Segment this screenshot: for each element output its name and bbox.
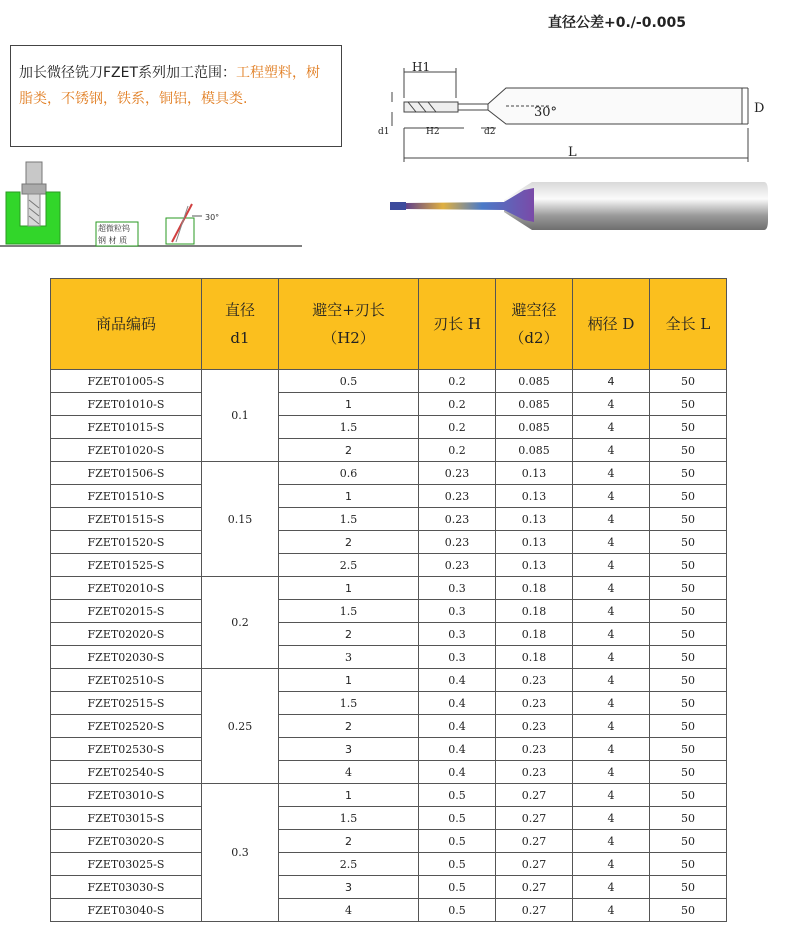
cell-D: 4	[573, 462, 650, 485]
cell-d2: 0.18	[496, 646, 573, 669]
table-row	[51, 830, 727, 853]
machining-process-illustration	[0, 158, 310, 254]
spec-table-body	[51, 370, 727, 922]
table-row	[51, 600, 727, 623]
diagram-label-d1: d1	[378, 127, 390, 137]
cell-d2: 0.085	[496, 393, 573, 416]
cell-L: 50	[650, 600, 727, 623]
cell-h2: 4	[279, 761, 419, 784]
machining-scope-box	[10, 45, 342, 147]
cell-d2: 0.085	[496, 370, 573, 393]
cell-code: FZET02010-S	[51, 577, 202, 600]
cell-d1: 0.3	[202, 784, 279, 922]
table-row	[51, 692, 727, 715]
diameter-tolerance: 直径公差+0./-0.005	[548, 15, 686, 31]
cell-h2: 1.5	[279, 416, 419, 439]
cell-code: FZET02030-S	[51, 646, 202, 669]
cell-h: 0.4	[419, 761, 496, 784]
diagram-label-d2: d2	[484, 127, 496, 137]
scope-materials: 工程塑料，树脂类，不锈钢，铁系，铜铝，模具类.	[19, 65, 321, 107]
cell-d2: 0.27	[496, 853, 573, 876]
cell-h: 0.3	[419, 623, 496, 646]
cell-d1: 0.1	[202, 370, 279, 462]
cell-D: 4	[573, 554, 650, 577]
table-row	[51, 761, 727, 784]
cell-L: 50	[650, 393, 727, 416]
cell-h: 0.3	[419, 646, 496, 669]
cell-L: 50	[650, 531, 727, 554]
table-row	[51, 370, 727, 393]
cell-h: 0.4	[419, 692, 496, 715]
cell-code: FZET01020-S	[51, 439, 202, 462]
cell-h: 0.4	[419, 715, 496, 738]
cell-h: 0.2	[419, 439, 496, 462]
cell-code: FZET01510-S	[51, 485, 202, 508]
cell-L: 50	[650, 784, 727, 807]
cell-d2: 0.23	[496, 692, 573, 715]
header-h2: 避空+刃长 （H2）	[279, 279, 419, 370]
cell-D: 4	[573, 853, 650, 876]
cell-L: 50	[650, 761, 727, 784]
cell-code: FZET03010-S	[51, 784, 202, 807]
cell-D: 4	[573, 508, 650, 531]
cell-d1: 0.2	[202, 577, 279, 669]
cell-h2: 4	[279, 899, 419, 922]
cell-h2: 1	[279, 577, 419, 600]
process-angle-label: 30°	[205, 213, 220, 222]
cell-L: 50	[650, 807, 727, 830]
cell-code: FZET02020-S	[51, 623, 202, 646]
cell-h2: 2	[279, 715, 419, 738]
table-row	[51, 876, 727, 899]
table-row	[51, 784, 727, 807]
table-row	[51, 485, 727, 508]
cell-L: 50	[650, 623, 727, 646]
cell-L: 50	[650, 439, 727, 462]
cell-code: FZET03025-S	[51, 853, 202, 876]
cell-L: 50	[650, 416, 727, 439]
cell-d2: 0.085	[496, 439, 573, 462]
cell-h: 0.3	[419, 600, 496, 623]
cell-h: 0.5	[419, 807, 496, 830]
diagram-label-h2: H2	[426, 127, 440, 137]
cell-D: 4	[573, 646, 650, 669]
cell-code: FZET02530-S	[51, 738, 202, 761]
process-note-line2: 钢 材 质	[98, 236, 128, 245]
cell-h2: 2	[279, 830, 419, 853]
diagram-label-D: D	[754, 101, 765, 116]
cell-D: 4	[573, 370, 650, 393]
cell-h2: 0.6	[279, 462, 419, 485]
table-row	[51, 646, 727, 669]
cell-h2: 1.5	[279, 807, 419, 830]
diagram-label-h1: H1	[412, 60, 431, 74]
cell-d2: 0.27	[496, 830, 573, 853]
cell-h2: 3	[279, 646, 419, 669]
cell-code: FZET02520-S	[51, 715, 202, 738]
cell-D: 4	[573, 485, 650, 508]
cell-D: 4	[573, 393, 650, 416]
cell-code: FZET02540-S	[51, 761, 202, 784]
cell-h: 0.5	[419, 853, 496, 876]
header-L: 全长 L	[650, 279, 727, 370]
cell-h2: 1.5	[279, 692, 419, 715]
cell-code: FZET01506-S	[51, 462, 202, 485]
table-row	[51, 554, 727, 577]
cell-L: 50	[650, 830, 727, 853]
cell-D: 4	[573, 416, 650, 439]
cell-code: FZET03015-S	[51, 807, 202, 830]
cell-d2: 0.23	[496, 715, 573, 738]
cell-L: 50	[650, 462, 727, 485]
cell-code: FZET01525-S	[51, 554, 202, 577]
cell-d2: 0.23	[496, 669, 573, 692]
cell-D: 4	[573, 761, 650, 784]
cell-h2: 0.5	[279, 370, 419, 393]
cell-code: FZET01520-S	[51, 531, 202, 554]
table-row	[51, 623, 727, 646]
cell-h2: 3	[279, 738, 419, 761]
cell-d2: 0.18	[496, 600, 573, 623]
cell-h2: 1	[279, 485, 419, 508]
cell-h2: 2.5	[279, 554, 419, 577]
cell-d2: 0.13	[496, 508, 573, 531]
table-row	[51, 439, 727, 462]
cell-d2: 0.27	[496, 807, 573, 830]
table-header-row	[51, 279, 727, 370]
cell-L: 50	[650, 738, 727, 761]
tool-product-photo	[384, 178, 770, 240]
cell-h2: 1.5	[279, 508, 419, 531]
table-row	[51, 531, 727, 554]
cell-L: 50	[650, 485, 727, 508]
cell-D: 4	[573, 715, 650, 738]
cell-h2: 2.5	[279, 853, 419, 876]
header-D: 柄径 D	[573, 279, 650, 370]
cell-D: 4	[573, 623, 650, 646]
cell-D: 4	[573, 669, 650, 692]
cell-D: 4	[573, 830, 650, 853]
cell-code: FZET01005-S	[51, 370, 202, 393]
cell-L: 50	[650, 876, 727, 899]
cell-D: 4	[573, 531, 650, 554]
cell-h2: 3	[279, 876, 419, 899]
table-row	[51, 462, 727, 485]
cell-h: 0.5	[419, 899, 496, 922]
table-row	[51, 416, 727, 439]
cell-code: FZET03020-S	[51, 830, 202, 853]
cell-h2: 2	[279, 623, 419, 646]
cell-L: 50	[650, 577, 727, 600]
table-row	[51, 715, 727, 738]
table-row	[51, 577, 727, 600]
cell-d1: 0.15	[202, 462, 279, 577]
cell-D: 4	[573, 439, 650, 462]
cell-h2: 1	[279, 669, 419, 692]
cell-d2: 0.13	[496, 485, 573, 508]
cell-h: 0.4	[419, 738, 496, 761]
cell-h: 0.3	[419, 577, 496, 600]
cell-L: 50	[650, 715, 727, 738]
cell-code: FZET02015-S	[51, 600, 202, 623]
cell-h: 0.23	[419, 485, 496, 508]
table-row	[51, 807, 727, 830]
diagram-label-L: L	[568, 145, 577, 160]
cell-d2: 0.23	[496, 738, 573, 761]
cell-D: 4	[573, 807, 650, 830]
cell-L: 50	[650, 669, 727, 692]
cell-d2: 0.23	[496, 761, 573, 784]
table-row	[51, 899, 727, 922]
header-code: 商品编码	[51, 279, 202, 370]
header-d1: 直径 d1	[202, 279, 279, 370]
cell-h: 0.5	[419, 830, 496, 853]
cell-d2: 0.27	[496, 784, 573, 807]
cell-h: 0.23	[419, 531, 496, 554]
cell-h: 0.5	[419, 784, 496, 807]
scope-lead: 加长微径铣刀FZET系列加工范围：	[19, 65, 237, 81]
cell-code: FZET03030-S	[51, 876, 202, 899]
cell-L: 50	[650, 692, 727, 715]
spec-table	[50, 278, 727, 922]
cell-code: FZET02510-S	[51, 669, 202, 692]
cell-h: 0.2	[419, 416, 496, 439]
cell-d2: 0.085	[496, 416, 573, 439]
cell-D: 4	[573, 784, 650, 807]
process-note-line1: 超微粒钨	[98, 224, 130, 233]
cell-D: 4	[573, 876, 650, 899]
table-row	[51, 508, 727, 531]
cell-D: 4	[573, 692, 650, 715]
cell-D: 4	[573, 600, 650, 623]
cell-h: 0.23	[419, 554, 496, 577]
cell-L: 50	[650, 370, 727, 393]
cell-h2: 1	[279, 784, 419, 807]
cell-h: 0.2	[419, 370, 496, 393]
cell-h: 0.4	[419, 669, 496, 692]
cell-d2: 0.13	[496, 554, 573, 577]
cell-D: 4	[573, 577, 650, 600]
cell-h: 0.23	[419, 508, 496, 531]
table-row	[51, 853, 727, 876]
tool-dimension-drawing	[376, 58, 776, 170]
cell-d2: 0.18	[496, 623, 573, 646]
table-row	[51, 393, 727, 416]
cell-D: 4	[573, 738, 650, 761]
table-row	[51, 738, 727, 761]
cell-h2: 2	[279, 531, 419, 554]
cell-code: FZET03040-S	[51, 899, 202, 922]
cell-code: FZET02515-S	[51, 692, 202, 715]
cell-L: 50	[650, 646, 727, 669]
cell-d2: 0.13	[496, 462, 573, 485]
cell-h2: 1.5	[279, 600, 419, 623]
cell-d2: 0.18	[496, 577, 573, 600]
cell-h: 0.23	[419, 462, 496, 485]
cell-code: FZET01515-S	[51, 508, 202, 531]
cell-d2: 0.27	[496, 876, 573, 899]
cell-h2: 2	[279, 439, 419, 462]
cell-L: 50	[650, 853, 727, 876]
cell-d2: 0.27	[496, 899, 573, 922]
header-d2: 避空径 （d2）	[496, 279, 573, 370]
cell-h2: 1	[279, 393, 419, 416]
table-row	[51, 669, 727, 692]
cell-L: 50	[650, 899, 727, 922]
cell-h: 0.5	[419, 876, 496, 899]
cell-code: FZET01010-S	[51, 393, 202, 416]
cell-L: 50	[650, 508, 727, 531]
diagram-label-angle: 30°	[534, 105, 558, 120]
cell-D: 4	[573, 899, 650, 922]
cell-code: FZET01015-S	[51, 416, 202, 439]
cell-d1: 0.25	[202, 669, 279, 784]
cell-d2: 0.13	[496, 531, 573, 554]
header-h: 刃长 H	[419, 279, 496, 370]
cell-L: 50	[650, 554, 727, 577]
cell-h: 0.2	[419, 393, 496, 416]
